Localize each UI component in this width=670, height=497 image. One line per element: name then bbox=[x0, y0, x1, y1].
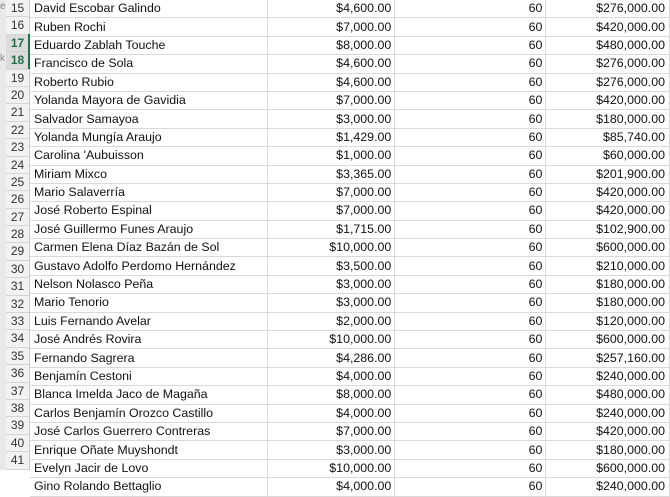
cell-total[interactable]: $276,000.00 bbox=[546, 73, 670, 91]
row-number[interactable]: 29 bbox=[6, 243, 29, 260]
cell-total[interactable]: $257,160.00 bbox=[546, 349, 670, 367]
cell-total[interactable]: $480,000.00 bbox=[546, 36, 670, 54]
row-number[interactable]: 23 bbox=[6, 139, 29, 156]
cell-count[interactable]: 60 bbox=[395, 459, 546, 477]
cell-salary[interactable]: $1,429.00 bbox=[268, 128, 395, 146]
cell-name[interactable]: Carlos Benjamín Orozco Castillo bbox=[30, 404, 268, 422]
cell-salary[interactable]: $1,715.00 bbox=[268, 220, 395, 238]
cell-count[interactable]: 60 bbox=[395, 55, 546, 73]
cell-name[interactable]: Blanca Imelda Jaco de Magaña bbox=[30, 386, 268, 404]
row-number[interactable]: 39 bbox=[6, 417, 29, 434]
cell-name[interactable]: Carolina 'Aubuisson bbox=[30, 147, 268, 165]
row-number[interactable]: 22 bbox=[6, 122, 29, 139]
cell-name[interactable]: Miriam Mixco bbox=[30, 165, 268, 183]
cell-count[interactable]: 60 bbox=[395, 220, 546, 238]
cell-total[interactable]: $102,900.00 bbox=[546, 220, 670, 238]
cell-salary[interactable]: $10,000.00 bbox=[268, 459, 395, 477]
cell-salary[interactable]: $1,000.00 bbox=[268, 147, 395, 165]
row-number[interactable]: 25 bbox=[6, 174, 29, 191]
row-number[interactable]: 37 bbox=[6, 383, 29, 400]
cell-count[interactable]: 60 bbox=[395, 478, 546, 496]
cell-count[interactable]: 60 bbox=[395, 183, 546, 201]
table-row bbox=[30, 18, 670, 36]
cell-name[interactable]: Luis Fernando Avelar bbox=[30, 312, 268, 330]
row-number[interactable]: 34 bbox=[6, 330, 29, 347]
cell-total[interactable]: $60,000.00 bbox=[546, 147, 670, 165]
cell-name[interactable]: Yolanda Mungía Araujo bbox=[30, 128, 268, 146]
gutter-mark-e: e bbox=[0, 1, 6, 12]
cell-name[interactable]: Fernando Sagrera bbox=[30, 349, 268, 367]
cell-name[interactable]: Yolanda Mayora de Gavidia bbox=[30, 91, 268, 109]
cell-total[interactable]: $120,000.00 bbox=[546, 312, 670, 330]
table-row bbox=[30, 220, 670, 238]
cell-salary[interactable]: $10,000.00 bbox=[268, 239, 395, 257]
row-number[interactable]: 38 bbox=[6, 400, 29, 417]
table-row bbox=[30, 202, 670, 220]
cell-salary[interactable]: $4,000.00 bbox=[268, 404, 395, 422]
cell-count[interactable]: 60 bbox=[395, 312, 546, 330]
cell-count[interactable]: 60 bbox=[395, 239, 546, 257]
row-number[interactable]: 16 bbox=[6, 17, 29, 34]
cell-salary[interactable]: $7,000.00 bbox=[268, 422, 395, 440]
table-row bbox=[30, 55, 670, 73]
cell-grid bbox=[30, 0, 670, 497]
cell-salary[interactable]: $3,000.00 bbox=[268, 110, 395, 128]
row-number[interactable]: 36 bbox=[6, 365, 29, 382]
cell-salary[interactable]: $7,000.00 bbox=[268, 202, 395, 220]
table-row bbox=[30, 441, 670, 459]
cell-name[interactable]: Gino Rolando Bettaglio bbox=[30, 478, 268, 496]
table-row bbox=[30, 459, 670, 477]
cell-total[interactable]: $240,000.00 bbox=[546, 367, 670, 385]
sheet-table-body bbox=[30, 0, 670, 496]
cell-total[interactable]: $420,000.00 bbox=[546, 183, 670, 201]
row-number-column bbox=[6, 0, 30, 470]
cell-name[interactable]: David Escobar Galindo bbox=[30, 0, 268, 18]
cell-count[interactable]: 60 bbox=[395, 165, 546, 183]
cell-count[interactable]: 60 bbox=[395, 386, 546, 404]
cell-total[interactable]: $420,000.00 bbox=[546, 91, 670, 109]
table-row bbox=[30, 110, 670, 128]
cell-total[interactable]: $180,000.00 bbox=[546, 441, 670, 459]
cell-count[interactable]: 60 bbox=[395, 367, 546, 385]
cell-salary[interactable]: $3,000.00 bbox=[268, 275, 395, 293]
cell-count[interactable]: 60 bbox=[395, 294, 546, 312]
table-row bbox=[30, 147, 670, 165]
cell-count[interactable]: 60 bbox=[395, 128, 546, 146]
row-number[interactable]: 40 bbox=[6, 435, 29, 452]
cell-count[interactable]: 60 bbox=[395, 18, 546, 36]
cell-salary[interactable]: $7,000.00 bbox=[268, 183, 395, 201]
cell-total[interactable]: $180,000.00 bbox=[546, 294, 670, 312]
cell-salary[interactable]: $3,365.00 bbox=[268, 165, 395, 183]
row-number[interactable]: 33 bbox=[6, 313, 29, 330]
cell-total[interactable]: $85,740.00 bbox=[546, 128, 670, 146]
cell-name[interactable]: Nelson Nolasco Peña bbox=[30, 275, 268, 293]
cell-total[interactable]: $180,000.00 bbox=[546, 275, 670, 293]
cell-count[interactable]: 60 bbox=[395, 73, 546, 91]
cell-total[interactable]: $420,000.00 bbox=[546, 18, 670, 36]
table-row bbox=[30, 183, 670, 201]
cell-salary[interactable]: $4,000.00 bbox=[268, 367, 395, 385]
row-number[interactable]: 30 bbox=[6, 261, 29, 278]
table-row bbox=[30, 331, 670, 349]
cell-name[interactable]: Carmen Elena Díaz Bazán de Sol bbox=[30, 239, 268, 257]
cell-name[interactable]: José Roberto Espinal bbox=[30, 202, 268, 220]
cell-count[interactable]: 60 bbox=[395, 36, 546, 54]
cell-total[interactable]: $201,900.00 bbox=[546, 165, 670, 183]
cell-count[interactable]: 60 bbox=[395, 202, 546, 220]
cell-salary[interactable]: $7,000.00 bbox=[268, 18, 395, 36]
cell-count[interactable]: 60 bbox=[395, 404, 546, 422]
row-number[interactable]: 26 bbox=[6, 191, 29, 208]
table-row bbox=[30, 0, 670, 18]
cell-salary[interactable]: $4,600.00 bbox=[268, 55, 395, 73]
row-number[interactable]: 21 bbox=[6, 104, 29, 121]
cell-total[interactable]: $180,000.00 bbox=[546, 110, 670, 128]
row-number[interactable]: 18 bbox=[6, 52, 29, 69]
cell-salary[interactable]: $4,286.00 bbox=[268, 349, 395, 367]
cell-count[interactable]: 60 bbox=[395, 331, 546, 349]
cell-total[interactable]: $480,000.00 bbox=[546, 386, 670, 404]
table-row bbox=[30, 275, 670, 293]
cell-name[interactable]: Evelyn Jacir de Lovo bbox=[30, 459, 268, 477]
cell-count[interactable]: 60 bbox=[395, 257, 546, 275]
cell-salary[interactable]: $4,000.00 bbox=[268, 478, 395, 496]
table-row bbox=[30, 294, 670, 312]
table-row bbox=[30, 312, 670, 330]
cell-count[interactable]: 60 bbox=[395, 110, 546, 128]
cell-count[interactable]: 60 bbox=[395, 0, 546, 18]
table-row bbox=[30, 404, 670, 422]
table-row bbox=[30, 165, 670, 183]
table-row bbox=[30, 478, 670, 496]
row-number[interactable]: 17 bbox=[6, 35, 29, 52]
table-row bbox=[30, 128, 670, 146]
cell-name[interactable]: Roberto Rubio bbox=[30, 73, 268, 91]
cell-name[interactable]: José Andrés Rovira bbox=[30, 331, 268, 349]
cell-count[interactable]: 60 bbox=[395, 275, 546, 293]
cell-name[interactable]: Gustavo Adolfo Perdomo Hernández bbox=[30, 257, 268, 275]
cell-name[interactable]: Salvador Samayoa bbox=[30, 110, 268, 128]
row-number[interactable]: 27 bbox=[6, 209, 29, 226]
cell-count[interactable]: 60 bbox=[395, 147, 546, 165]
cell-name[interactable]: José Guillermo Funes Araujo bbox=[30, 220, 268, 238]
cell-count[interactable]: 60 bbox=[395, 91, 546, 109]
cell-total[interactable]: $600,000.00 bbox=[546, 459, 670, 477]
cell-salary[interactable]: $7,000.00 bbox=[268, 91, 395, 109]
cell-count[interactable]: 60 bbox=[395, 349, 546, 367]
gutter-mark-k: k bbox=[0, 53, 5, 64]
cell-salary[interactable]: $3,500.00 bbox=[268, 257, 395, 275]
table-row bbox=[30, 36, 670, 54]
row-number[interactable]: 32 bbox=[6, 296, 29, 313]
cell-name[interactable]: Mario Tenorio bbox=[30, 294, 268, 312]
cell-count[interactable]: 60 bbox=[395, 441, 546, 459]
cell-name[interactable]: Ruben Rochi bbox=[30, 18, 268, 36]
row-number[interactable]: 20 bbox=[6, 87, 29, 104]
table-row bbox=[30, 257, 670, 275]
cell-salary[interactable]: $4,600.00 bbox=[268, 0, 395, 18]
cell-name[interactable]: Enrique Oñate Muyshondt bbox=[30, 441, 268, 459]
cell-name[interactable]: Benjamín Cestoni bbox=[30, 367, 268, 385]
table-row bbox=[30, 91, 670, 109]
cell-name[interactable]: José Carlos Guerrero Contreras bbox=[30, 422, 268, 440]
cell-total[interactable]: $210,000.00 bbox=[546, 257, 670, 275]
cell-name[interactable]: Eduardo Zablah Touche bbox=[30, 36, 268, 54]
row-number[interactable]: 24 bbox=[6, 157, 29, 174]
row-number[interactable]: 28 bbox=[6, 226, 29, 243]
row-number[interactable]: 31 bbox=[6, 278, 29, 295]
row-number[interactable]: 19 bbox=[6, 70, 29, 87]
table-row bbox=[30, 239, 670, 257]
cell-total[interactable]: $420,000.00 bbox=[546, 202, 670, 220]
table-row bbox=[30, 349, 670, 367]
cell-count[interactable]: 60 bbox=[395, 422, 546, 440]
cell-total[interactable]: $276,000.00 bbox=[546, 55, 670, 73]
row-number[interactable]: 41 bbox=[6, 452, 29, 469]
cell-total[interactable]: $420,000.00 bbox=[546, 422, 670, 440]
cell-total[interactable]: $276,000.00 bbox=[546, 0, 670, 18]
table-row bbox=[30, 422, 670, 440]
cell-salary[interactable]: $3,000.00 bbox=[268, 294, 395, 312]
table-row bbox=[30, 386, 670, 404]
row-number[interactable]: 15 bbox=[6, 0, 29, 17]
cell-total[interactable]: $600,000.00 bbox=[546, 239, 670, 257]
cell-salary[interactable]: $4,600.00 bbox=[268, 73, 395, 91]
cell-salary[interactable]: $8,000.00 bbox=[268, 386, 395, 404]
table-row bbox=[30, 367, 670, 385]
cell-total[interactable]: $600,000.00 bbox=[546, 331, 670, 349]
cell-name[interactable]: Mario Salaverría bbox=[30, 183, 268, 201]
cell-salary[interactable]: $3,000.00 bbox=[268, 441, 395, 459]
cell-total[interactable]: $240,000.00 bbox=[546, 404, 670, 422]
cell-salary[interactable]: $10,000.00 bbox=[268, 331, 395, 349]
cell-name[interactable]: Francisco de Sola bbox=[30, 55, 268, 73]
row-number[interactable]: 35 bbox=[6, 348, 29, 365]
cell-total[interactable]: $240,000.00 bbox=[546, 478, 670, 496]
cell-salary[interactable]: $2,000.00 bbox=[268, 312, 395, 330]
table-row bbox=[30, 73, 670, 91]
cell-salary[interactable]: $8,000.00 bbox=[268, 36, 395, 54]
